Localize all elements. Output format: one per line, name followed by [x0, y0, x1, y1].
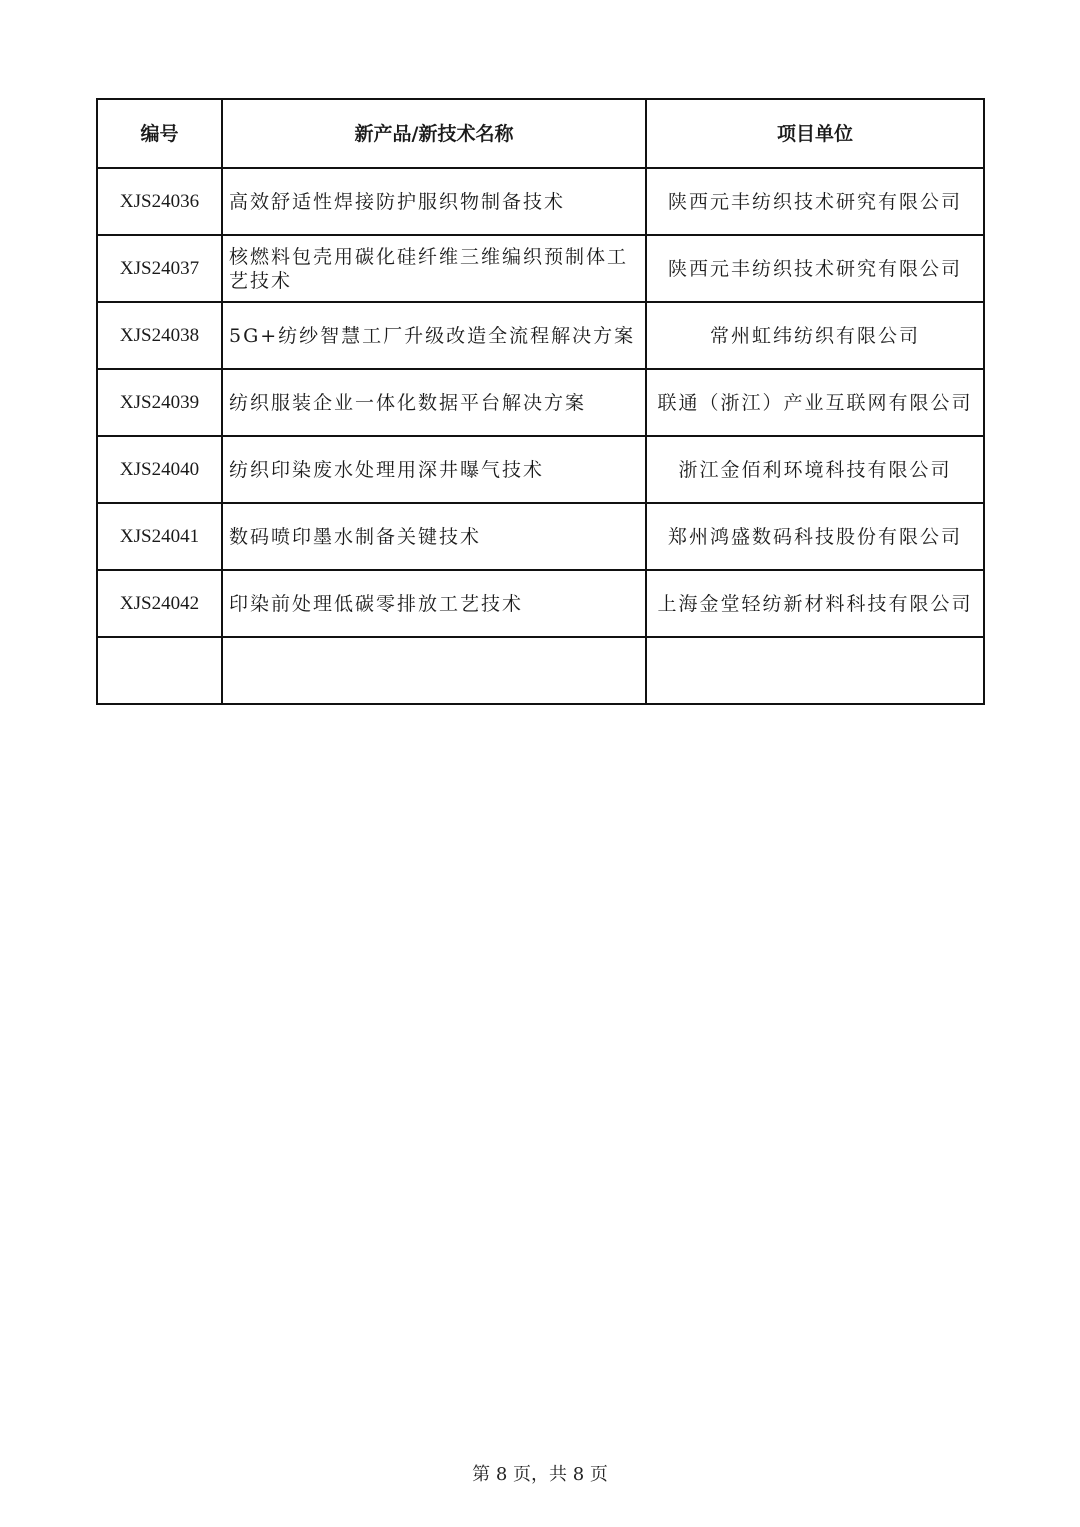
row-unit: 郑州鸿盛数码科技股份有限公司 — [646, 503, 984, 570]
row-unit: 上海金堂轻纺新材料科技有限公司 — [646, 570, 984, 637]
row-name: 数码喷印墨水制备关键技术 — [222, 503, 646, 570]
header-unit: 项目单位 — [646, 99, 984, 168]
row-id: XJS24037 — [97, 235, 222, 302]
row-name: 纺织印染废水处理用深井曝气技术 — [222, 436, 646, 503]
table-row-empty — [97, 637, 984, 704]
row-unit: 常州虹纬纺织有限公司 — [646, 302, 984, 369]
row-name: 高效舒适性焊接防护服织物制备技术 — [222, 168, 646, 235]
row-id — [97, 637, 222, 704]
table-row — [97, 570, 984, 637]
row-name: 5G+纺纱智慧工厂升级改造全流程解决方案 — [222, 302, 646, 369]
row-unit: 陕西元丰纺织技术研究有限公司 — [646, 168, 984, 235]
table-row — [97, 369, 984, 436]
row-unit — [646, 637, 984, 704]
row-id: XJS24040 — [97, 436, 222, 503]
table-row — [97, 235, 984, 302]
row-unit: 陕西元丰纺织技术研究有限公司 — [646, 235, 984, 302]
table-row — [97, 302, 984, 369]
table-row — [97, 168, 984, 235]
project-table — [96, 98, 985, 705]
header-id: 编号 — [97, 99, 222, 168]
table-row — [97, 503, 984, 570]
row-id: XJS24039 — [97, 369, 222, 436]
table-header-row — [97, 99, 984, 168]
row-id: XJS24038 — [97, 302, 222, 369]
table-row — [97, 436, 984, 503]
row-name: 核燃料包壳用碳化硅纤维三维编织预制体工艺技术 — [222, 235, 646, 302]
page-number: 第 8 页，共 8 页 — [472, 1464, 608, 1485]
header-name: 新产品/新技术名称 — [222, 99, 646, 168]
row-id: XJS24041 — [97, 503, 222, 570]
row-id: XJS24042 — [97, 570, 222, 637]
row-name: 印染前处理低碳零排放工艺技术 — [222, 570, 646, 637]
row-id: XJS24036 — [97, 168, 222, 235]
row-unit: 联通（浙江）产业互联网有限公司 — [646, 369, 984, 436]
row-unit: 浙江金佰利环境科技有限公司 — [646, 436, 984, 503]
row-name — [222, 637, 646, 704]
row-name: 纺织服装企业一体化数据平台解决方案 — [222, 369, 646, 436]
